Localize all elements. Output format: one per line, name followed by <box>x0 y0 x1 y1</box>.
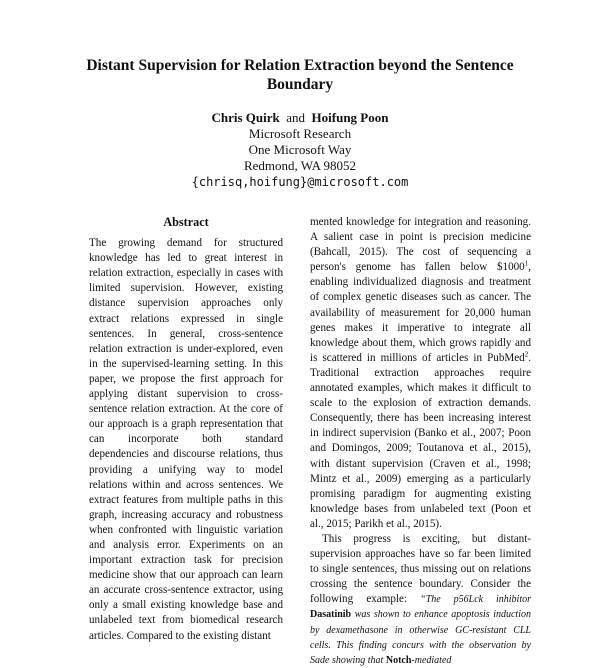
footnote-marker: 2 <box>524 350 529 359</box>
author-email: {chrisq,hoifung}@microsoft.com <box>191 175 409 189</box>
body-text: This progress is exciting, but distant-supervision approaches have so far been limited to single sentences, thus missing out on relations crossing the sentence boundary. Consider the following example: <box>310 532 531 606</box>
paper-title: Distant Supervision for Relation Extraction beyond the Sentence Boundary <box>86 57 514 93</box>
affiliation-line: One Microsoft Way <box>248 142 352 157</box>
author-block <box>100 110 500 190</box>
author-name: Hoifung Poon <box>311 110 389 125</box>
author-names <box>100 110 500 126</box>
footnote-marker: 1 <box>524 259 529 268</box>
body-text: . Traditional extraction approaches require annotated examples, which makes it difficult to scale to the explosion of extraction demands. Consequently, there has been increasing interest in indirect supervision (Banko et al., 2007; Poon and Domingos, 2009; Toutanova et al., 2015), with distant supervision (Craven et al., 1998; Mintz et al., 2009) emerging as a particularly promising paradigm for augmenting existing knowledge bases from unlabeled text (Poon et al., 2015; Parikh et al., 2015). <box>310 351 531 530</box>
example-quote: “The p56Lck inhibitor Dasatinib was shown to enhance apoptosis induction by dexamethasone in otherwise GC-resistant CLL cells. This finding concurs with the observation by Sade showing that Notch-mediated <box>310 594 531 666</box>
body-text: mented knowledge for integration and reasoning. A salient case in point is precision medicine (Bahcall, 2015). The cost of sequencing a person's genome has fallen below $1000 <box>310 216 531 274</box>
affiliation-line: Redmond, WA 98052 <box>243 158 357 173</box>
abstract-text: The growing demand for structured knowledge has led to great interest in relation extraction, especially in cases with limited supervision. However, existing distance supervision approaches only extract relations expressed in single sentences. In general, cross-sentence relation extraction is under-explored, even in the supervised-learning setting. In this paper, we propose the first approach for applying distant supervision to cross-sentence relation extraction. At the core of our approach is a graph representation that can incorporate both standard dependencies and discourse relations, thus providing a unifying way to model relations within and across sentences. We extract features from multiple paths in this graph, increasing accuracy and robustness when confronted with linguistic variation and analysis error. Experiments on an important extraction task for precision medicine show that our approach can learn an accurate cross-sentence extractor, using only a small existing knowledge base and unlabeled text from biomedical research articles. Compared to the existing distant <box>89 237 283 642</box>
affiliation-line: Microsoft Research <box>248 126 352 141</box>
left-column <box>89 215 283 644</box>
body-paragraph <box>310 215 531 532</box>
author-name: Chris Quirk <box>211 110 280 125</box>
body-text: , enabling individualized diagnosis and treatment of complex genetic diseases such as cancer. The availability of measurement for 20,000 human genes makes it imperative to integrate all knowledge about them, which grows rapidly and is scattered in millions of articles in PubMed <box>310 261 531 364</box>
author-separator: and <box>286 110 306 125</box>
gene-entity: Notch <box>385 654 412 666</box>
drug-entity: Dasatinib <box>310 609 352 621</box>
abstract-heading: Abstract <box>163 215 209 229</box>
